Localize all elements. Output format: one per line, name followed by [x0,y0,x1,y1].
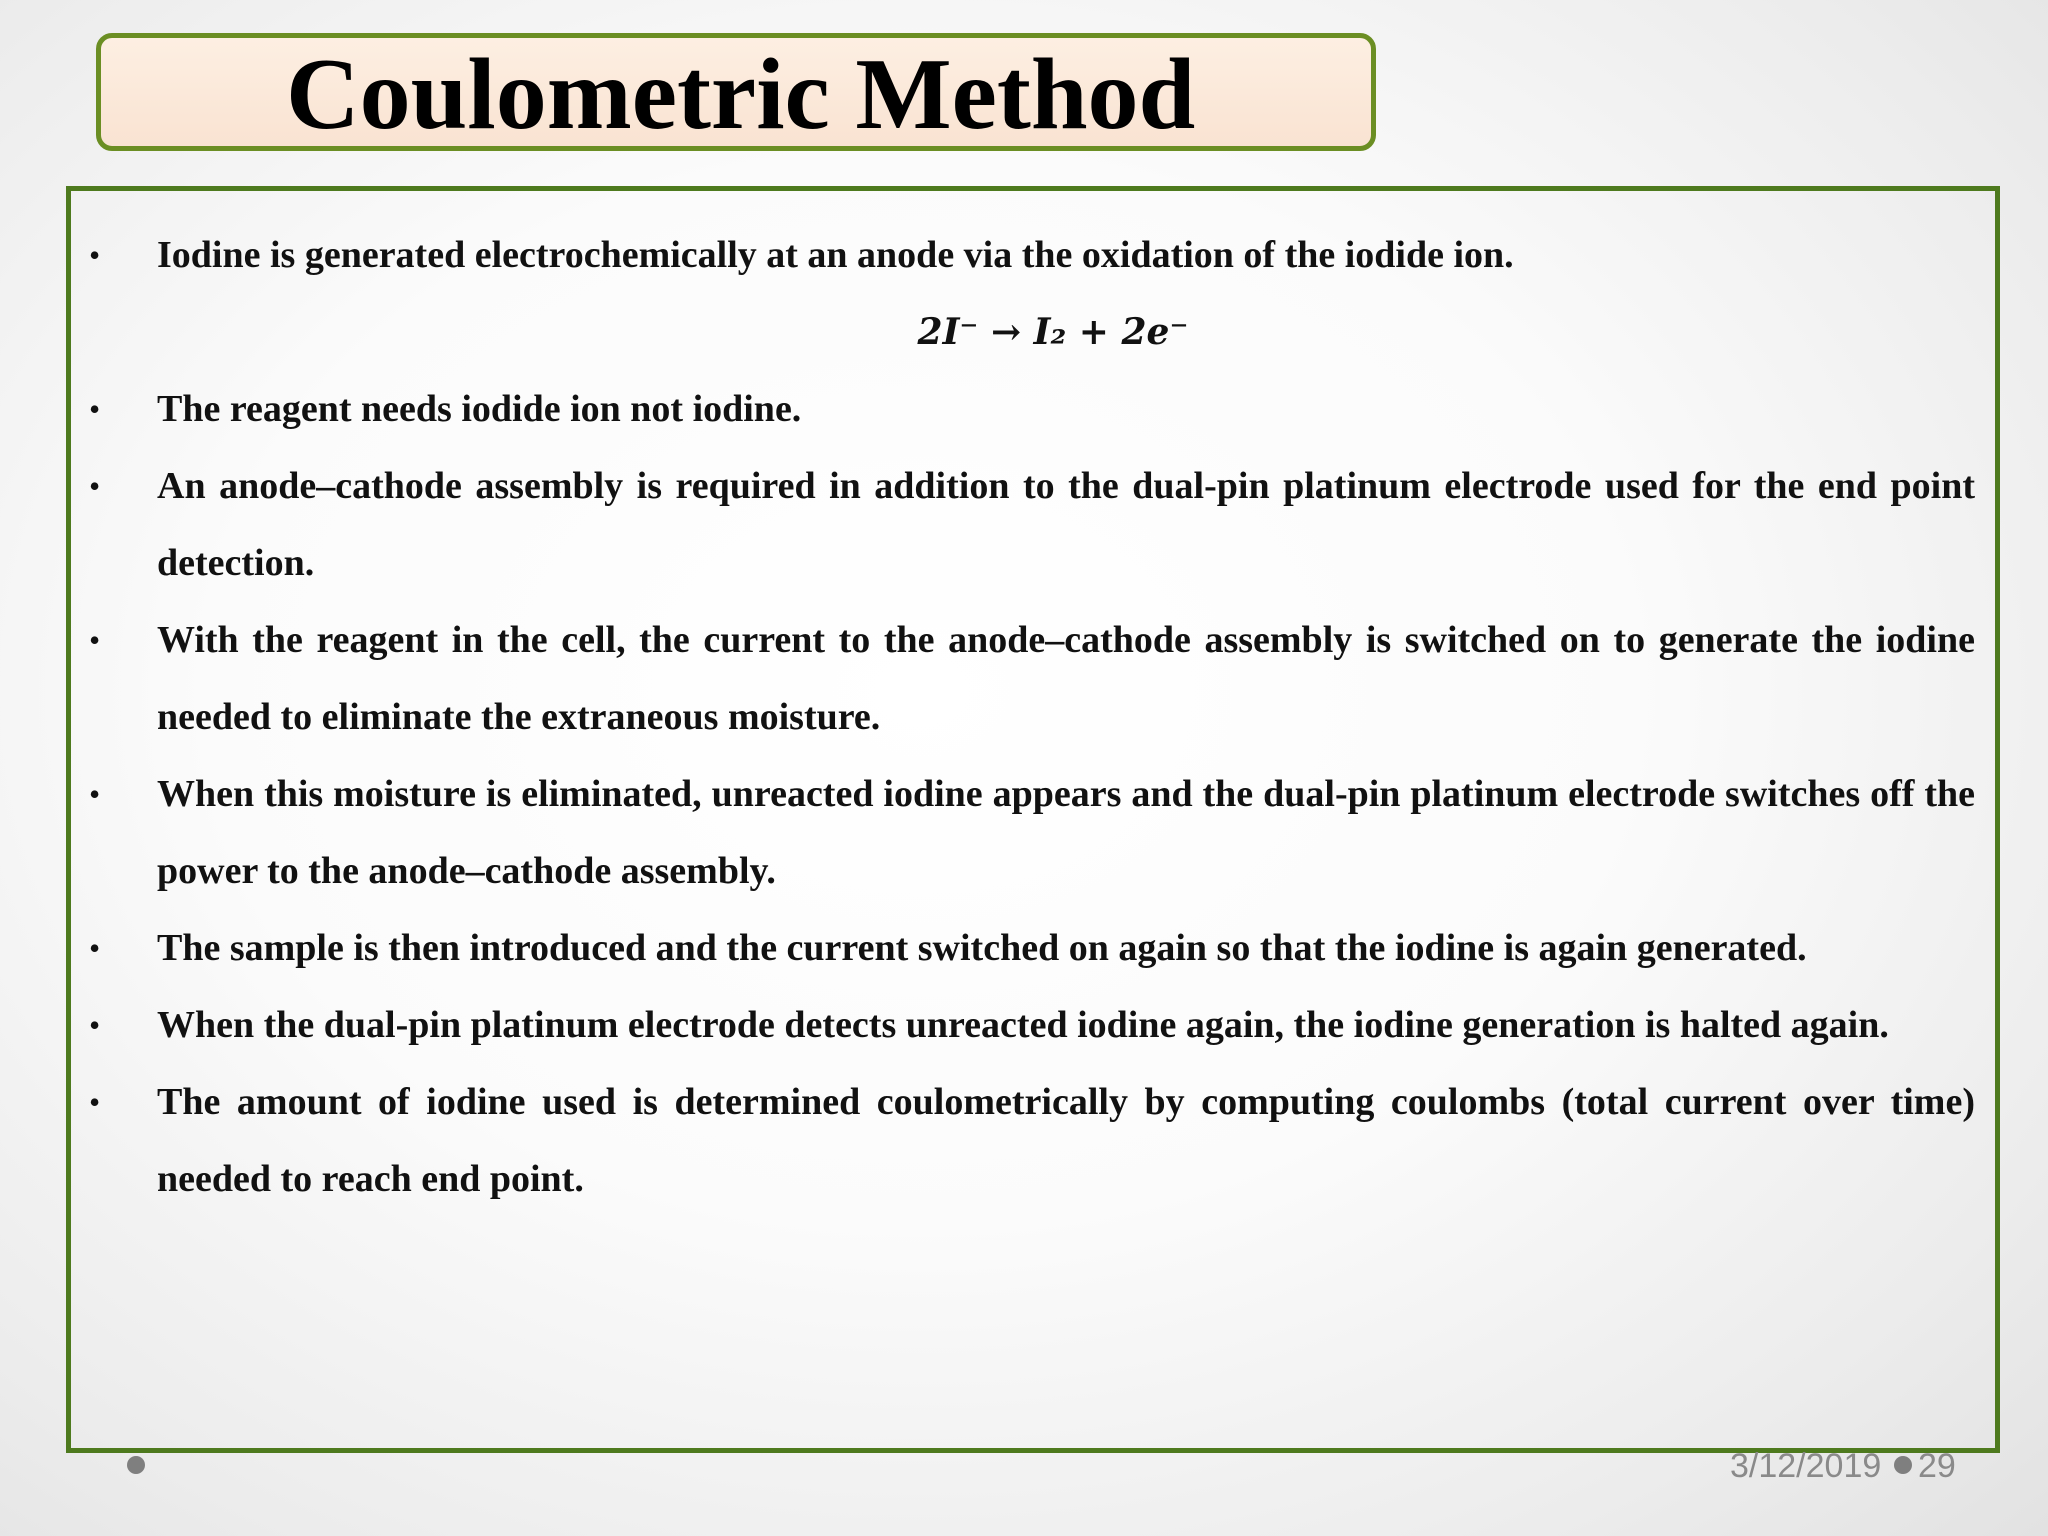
bullet-item [71,1064,1995,1218]
bullet-text: Iodine is generated electrochemically at an anode via the oxidation of the iodide ion. [157,234,1514,276]
bullet-item [71,910,1995,987]
bullet-text: An anode–cathode assembly is required in addition to the dual-pin platinum electrode used for the end point detection. [157,465,1975,584]
bullet-dot-icon: • [89,1084,101,1120]
bullet-text: The reagent needs iodide ion not iodine. [157,388,802,430]
bullet-text: The sample is then introduced and the current switched on again so that the iodine is again generated. [157,927,1807,969]
bullet-dot-icon: • [89,391,101,427]
content-box [66,186,2000,1453]
title-box [96,33,1376,151]
bullet-item [71,217,1995,294]
footer-dot-icon [127,1456,145,1474]
bullet-item [71,987,1995,1064]
bullet-text: With the reagent in the cell, the current to the anode–cathode assembly is switched on to generate the iodine needed to eliminate the extraneous moisture. [157,619,1975,738]
bullet-dot-icon: • [89,622,101,658]
footer-dot-icon [1894,1456,1912,1474]
bullet-text: The amount of iodine used is determined coulometrically by computing coulombs (total current over time) needed to reach end point. [157,1081,1975,1200]
equation: 2I⁻ → I₂ + 2e⁻ [917,311,1189,353]
bullet-item [71,756,1995,910]
bullet-dot-icon: • [89,930,101,966]
bullet-dot-icon: • [89,1007,101,1043]
bullet-dot-icon: • [89,776,101,812]
bullet-item [71,448,1995,602]
bullet-list [71,217,1995,1218]
bullet-dot-icon: • [89,237,101,273]
slide-number: 29 [1918,1447,1956,1485]
bullet-dot-icon: • [89,468,101,504]
bullet-text: When this moisture is eliminated, unreacted iodine appears and the dual-pin platinum electrode switches off the power to the anode–cathode assembly. [157,773,1975,892]
footer-date: 3/12/2019 [1730,1447,1882,1485]
slide-title: Coulometric Method [286,38,1196,151]
bullet-item [71,371,1995,448]
bullet-item [71,602,1995,756]
bullet-text: When the dual-pin platinum electrode detects unreacted iodine again, the iodine generation is halted again. [157,1004,1889,1046]
